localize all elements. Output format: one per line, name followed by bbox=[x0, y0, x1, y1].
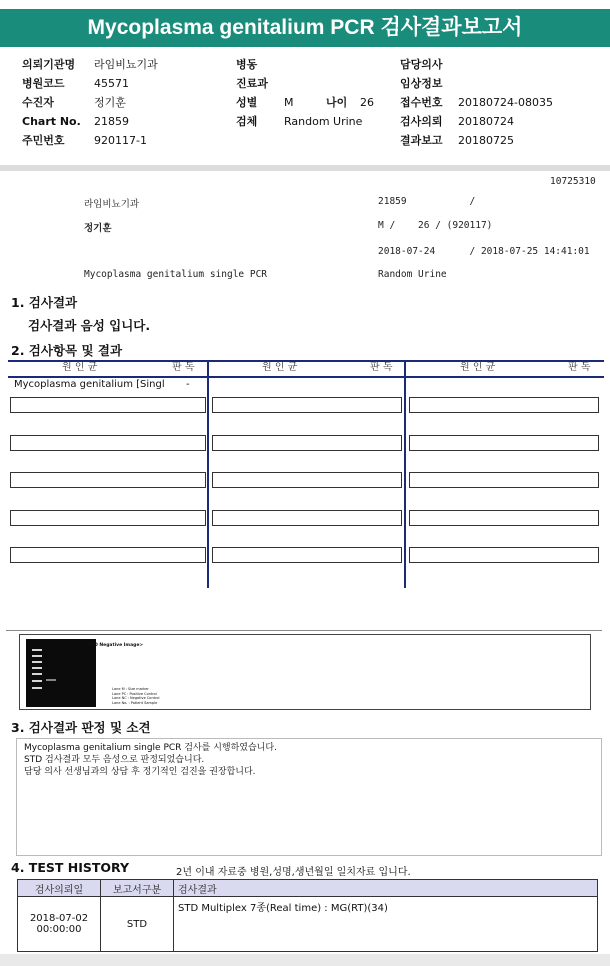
info-value: 20180724-08035 bbox=[458, 96, 553, 109]
info-label: 진료과 bbox=[236, 77, 268, 90]
info-column-2 bbox=[236, 55, 374, 131]
info-label: 담당의사 bbox=[400, 58, 443, 71]
pathogen-result: - bbox=[186, 379, 190, 390]
info-label: 주민번호 bbox=[22, 134, 65, 147]
info-label: Chart No. bbox=[22, 115, 81, 128]
header-pathogen: 원 인 균 bbox=[62, 362, 98, 373]
info-label: 임상정보 bbox=[400, 77, 443, 90]
result-box bbox=[212, 547, 402, 563]
result-box bbox=[409, 510, 599, 526]
result-box bbox=[409, 472, 599, 488]
gel-band bbox=[46, 679, 56, 681]
info-label: 의뢰기관명 bbox=[22, 58, 76, 71]
result-box bbox=[409, 397, 599, 413]
print-sex-age: M / 26 / (920117) bbox=[378, 220, 493, 231]
result-box bbox=[409, 547, 599, 563]
print-specimen: Random Urine bbox=[378, 269, 447, 280]
report-title: Mycoplasma genitalium PCR 검사결과보고서 bbox=[0, 9, 610, 47]
history-type: STD bbox=[101, 897, 174, 952]
info-label: 접수번호 bbox=[400, 96, 443, 109]
pathogen-name: Mycoplasma genitalium [Singl bbox=[14, 379, 165, 390]
table-column-divider bbox=[207, 360, 209, 588]
opinion-line: STD 검사결과 모두 음성으로 판정되었습니다. bbox=[24, 755, 205, 765]
opinion-line: 담당 의사 선생님과의 상담 후 정기적인 검진을 권장합니다. bbox=[24, 767, 256, 777]
section-3-title: 3. 검사결과 판정 및 소견 bbox=[11, 720, 151, 735]
info-value: M bbox=[284, 96, 294, 109]
history-header-result: 검사결과 bbox=[174, 880, 598, 897]
history-date: 2018-07-02 bbox=[29, 913, 89, 924]
info-value: 정기훈 bbox=[94, 96, 126, 109]
print-test-name: Mycoplasma genitalium single PCR bbox=[84, 269, 268, 280]
history-table bbox=[17, 879, 598, 952]
divider-line bbox=[6, 630, 602, 631]
history-time: 00:00:00 bbox=[36, 924, 82, 935]
info-value: 20180724 bbox=[458, 115, 514, 128]
info-value: 라임비뇨기과 bbox=[94, 58, 158, 71]
gel-band bbox=[32, 680, 42, 682]
age-label: 나이 bbox=[326, 96, 348, 109]
result-box bbox=[10, 510, 206, 526]
result-box bbox=[212, 472, 402, 488]
result-box bbox=[10, 472, 206, 488]
section-2-title: 2. 검사항목 및 결과 bbox=[11, 343, 123, 358]
gel-band bbox=[32, 687, 42, 689]
info-value: Random Urine bbox=[284, 115, 363, 128]
result-box bbox=[409, 435, 599, 451]
header-pathogen: 원 인 균 bbox=[262, 362, 298, 373]
gel-band bbox=[32, 649, 42, 651]
result-box bbox=[212, 510, 402, 526]
result-box bbox=[10, 547, 206, 563]
info-label: 성별 bbox=[236, 96, 258, 109]
info-value: 21859 bbox=[94, 115, 129, 128]
result-box bbox=[10, 397, 206, 413]
info-label: 병원코드 bbox=[22, 77, 65, 90]
history-date-cell bbox=[18, 897, 101, 952]
header-pathogen: 원 인 균 bbox=[460, 362, 496, 373]
info-value: 920117-1 bbox=[94, 134, 147, 147]
gel-band bbox=[32, 673, 42, 675]
gel-image bbox=[26, 639, 96, 707]
table-column-divider bbox=[404, 360, 406, 588]
age-value: 26 bbox=[360, 96, 374, 109]
opinion-box bbox=[16, 738, 602, 856]
gel-legend-item: Lane NC : Negative Control bbox=[112, 696, 160, 700]
history-header-type: 보고서구분 bbox=[101, 880, 174, 897]
info-value: 20180725 bbox=[458, 134, 514, 147]
opinion-line: Mycoplasma genitalium single PCR 검사를 시행하였습니다. bbox=[24, 743, 277, 753]
gel-legend-item: Lane No. : Patient Sample bbox=[112, 700, 158, 705]
print-hospital: 라임비뇨기과 bbox=[84, 199, 140, 210]
table-top-border bbox=[8, 360, 604, 362]
history-result: STD Multiplex 7종(Real time) : MG(RT)(34) bbox=[174, 897, 598, 952]
test-result-text: 검사결과 음성 입니다. bbox=[28, 318, 151, 333]
gel-legend bbox=[112, 687, 160, 705]
print-chart: 21859 / bbox=[378, 196, 476, 207]
gel-caption: <STD Negative Image> bbox=[84, 643, 144, 648]
gel-band bbox=[32, 661, 42, 663]
info-label: 병동 bbox=[236, 58, 258, 71]
report-code: 10725310 bbox=[550, 176, 596, 187]
history-note: 2년 이내 자료중 병원,성명,생년월일 일치자료 입니다. bbox=[176, 867, 411, 878]
info-label: 수진자 bbox=[22, 96, 54, 109]
gel-legend-item: Lane M : Size marker bbox=[112, 687, 149, 691]
info-label: 검사의뢰 bbox=[400, 115, 443, 128]
info-label: 검체 bbox=[236, 115, 258, 128]
header-judge: 판 독 bbox=[568, 362, 591, 373]
info-column-1 bbox=[22, 55, 158, 150]
header-judge: 판 독 bbox=[172, 362, 195, 373]
section-1-title: 1. 검사결과 bbox=[11, 295, 78, 310]
result-box bbox=[212, 397, 402, 413]
history-row bbox=[18, 897, 598, 952]
history-header-date: 검사의뢰일 bbox=[18, 880, 101, 897]
print-patient: 정기훈 bbox=[84, 223, 112, 234]
table-header-border bbox=[8, 376, 604, 378]
gel-legend-item: Lane PC : Positive Control bbox=[112, 691, 157, 696]
header-judge: 판 독 bbox=[370, 362, 393, 373]
page-bottom-margin bbox=[0, 954, 610, 966]
info-label: 결과보고 bbox=[400, 134, 443, 147]
gel-image-panel bbox=[19, 634, 591, 710]
info-value: 45571 bbox=[94, 77, 129, 90]
result-box bbox=[212, 435, 402, 451]
gel-band bbox=[32, 655, 42, 657]
section-divider bbox=[0, 165, 610, 171]
section-4-title: 4. TEST HISTORY bbox=[11, 860, 130, 875]
result-box bbox=[10, 435, 206, 451]
gel-band bbox=[32, 667, 42, 669]
info-column-3 bbox=[400, 55, 553, 150]
print-dates: 2018-07-24 / 2018-07-25 14:41:01 bbox=[378, 246, 590, 257]
